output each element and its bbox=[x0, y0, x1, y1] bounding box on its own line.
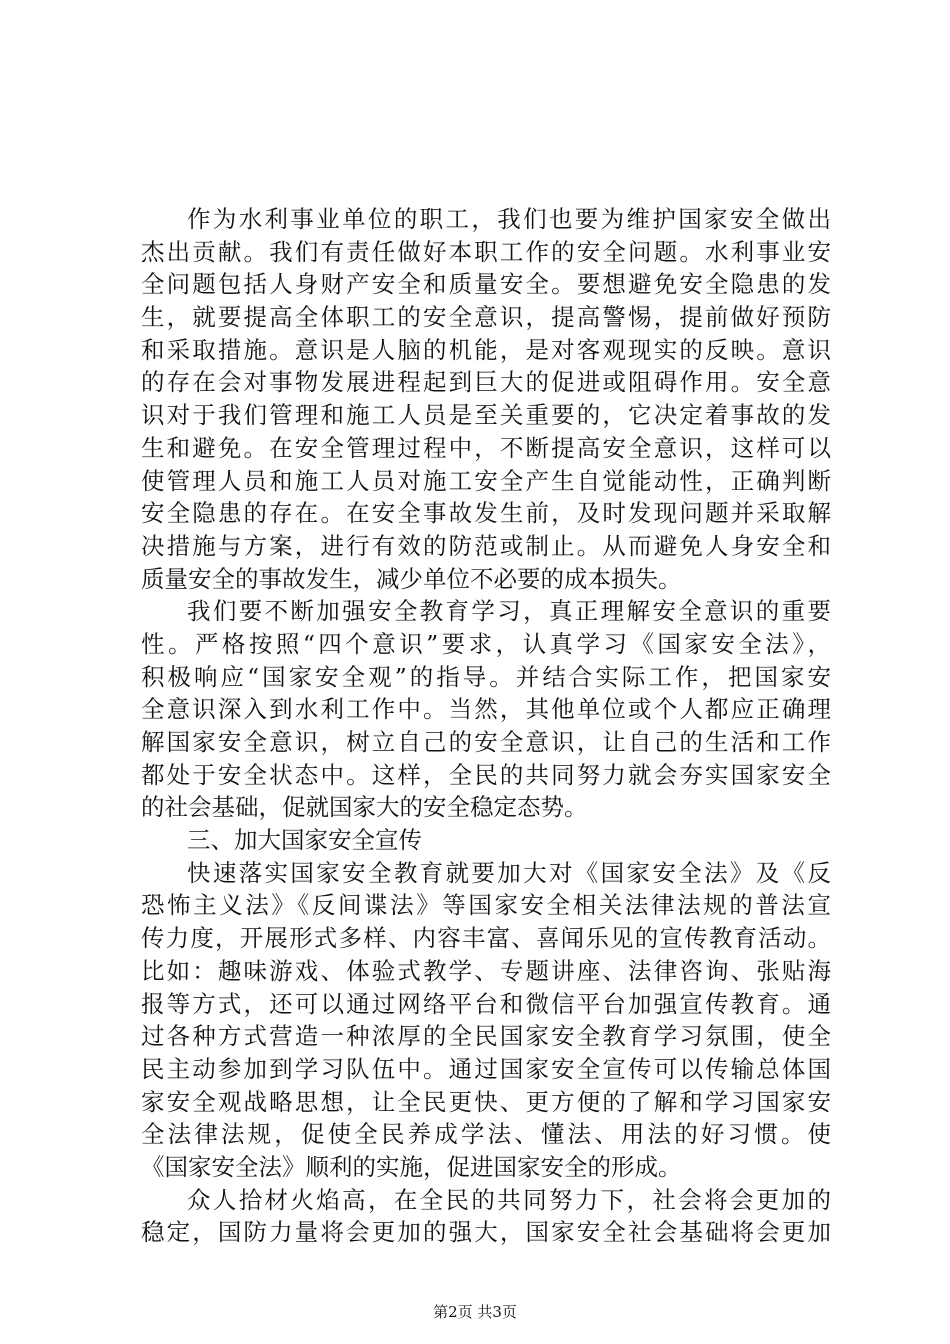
text-line: 《国家安全法》顺利的实施，促进国家安全的形成。 bbox=[141, 1152, 682, 1181]
text-line: 生和避免。在安全管理过程中，不断提高安全意识，这样可以 bbox=[141, 433, 831, 462]
text-line: 比如：趣味游戏、体验式教学、专题讲座、法律咨询、张贴海 bbox=[141, 956, 831, 985]
text-line: 性。严格按照“四个意识”要求，认真学习《国家安全法》， bbox=[141, 629, 831, 658]
text-line: 杰出贡献。我们有责任做好本职工作的安全问题。水利事业安 bbox=[141, 237, 831, 266]
text-line: 恐怖主义法》《反间谍法》等国家安全相关法律法规的普法宣 bbox=[141, 891, 831, 920]
text-line: 快速落实国家安全教育就要加大对《国家安全法》及《反 bbox=[187, 858, 831, 887]
text-line: 众人拾材火焰高，在全民的共同努力下，社会将会更加的 bbox=[187, 1185, 831, 1214]
text-line: 生，就要提高全体职工的安全意识，提高警惕，提前做好预防 bbox=[141, 303, 831, 332]
text-line: 质量安全的事故发生，减少单位不必要的成本损失。 bbox=[141, 564, 682, 593]
text-line: 三、加大国家安全宣传 bbox=[187, 826, 422, 855]
text-line: 解国家安全意识，树立自己的安全意识，让自己的生活和工作 bbox=[141, 728, 831, 756]
text-line: 传力度，开展形式多样、内容丰富、喜闻乐见的宣传教育活动。 bbox=[141, 924, 831, 953]
text-line: 报等方式，还可以通过网络平台和微信平台加强宣传教育。通 bbox=[141, 989, 831, 1018]
text-line: 全意识深入到水利工作中。当然，其他单位或个人都应正确理 bbox=[141, 695, 831, 724]
text-line: 决措施与方案，进行有效的防范或制止。从而避免人身安全和 bbox=[141, 531, 831, 560]
text-line: 的存在会对事物发展进程起到巨大的促进或阻碍作用。安全意 bbox=[141, 368, 831, 397]
text-line: 识对于我们管理和施工人员是至关重要的，它决定着事故的发 bbox=[141, 401, 831, 430]
text-line: 全法律法规，促使全民养成学法、懂法、用法的好习惯。使 bbox=[141, 1120, 831, 1149]
page-footer: 第2页 共3页 bbox=[433, 1303, 517, 1321]
text-line: 积极响应“国家安全观”的指导。并结合实际工作，把国家安 bbox=[141, 662, 831, 691]
text-line: 安全隐患的存在。在安全事故发生前，及时发现问题并采取解 bbox=[141, 499, 831, 528]
text-line: 和采取措施。意识是人脑的机能，是对客观现实的反映。意识 bbox=[141, 335, 831, 364]
text-line: 使管理人员和施工人员对施工安全产生自觉能动性，正确判断 bbox=[141, 466, 831, 495]
text-line: 我们要不断加强安全教育学习，真正理解安全意识的重要 bbox=[187, 597, 831, 626]
body-text bbox=[141, 203, 831, 1249]
text-line: 家安全观战略思想，让全民更快、更方便的了解和学习国家安 bbox=[141, 1087, 831, 1116]
text-line: 全问题包括人身财产安全和质量安全。要想避免安全隐患的发 bbox=[141, 270, 831, 299]
text-line: 过各种方式营造一种浓厚的全民国家安全教育学习氛围，使全 bbox=[141, 1022, 831, 1051]
text-line: 民主动参加到学习队伍中。通过国家安全宣传可以传输总体国 bbox=[141, 1054, 831, 1083]
text-line: 都处于安全状态中。这样，全民的共同努力就会夯实国家安全 bbox=[141, 760, 831, 789]
text-line: 的社会基础，促就国家大的安全稳定态势。 bbox=[141, 793, 588, 822]
text-line: 稳定，国防力量将会更加的强大，国家安全社会基础将会更加 bbox=[141, 1218, 831, 1247]
text-line: 作为水利事业单位的职工，我们也要为维护国家安全做出 bbox=[187, 205, 831, 233]
